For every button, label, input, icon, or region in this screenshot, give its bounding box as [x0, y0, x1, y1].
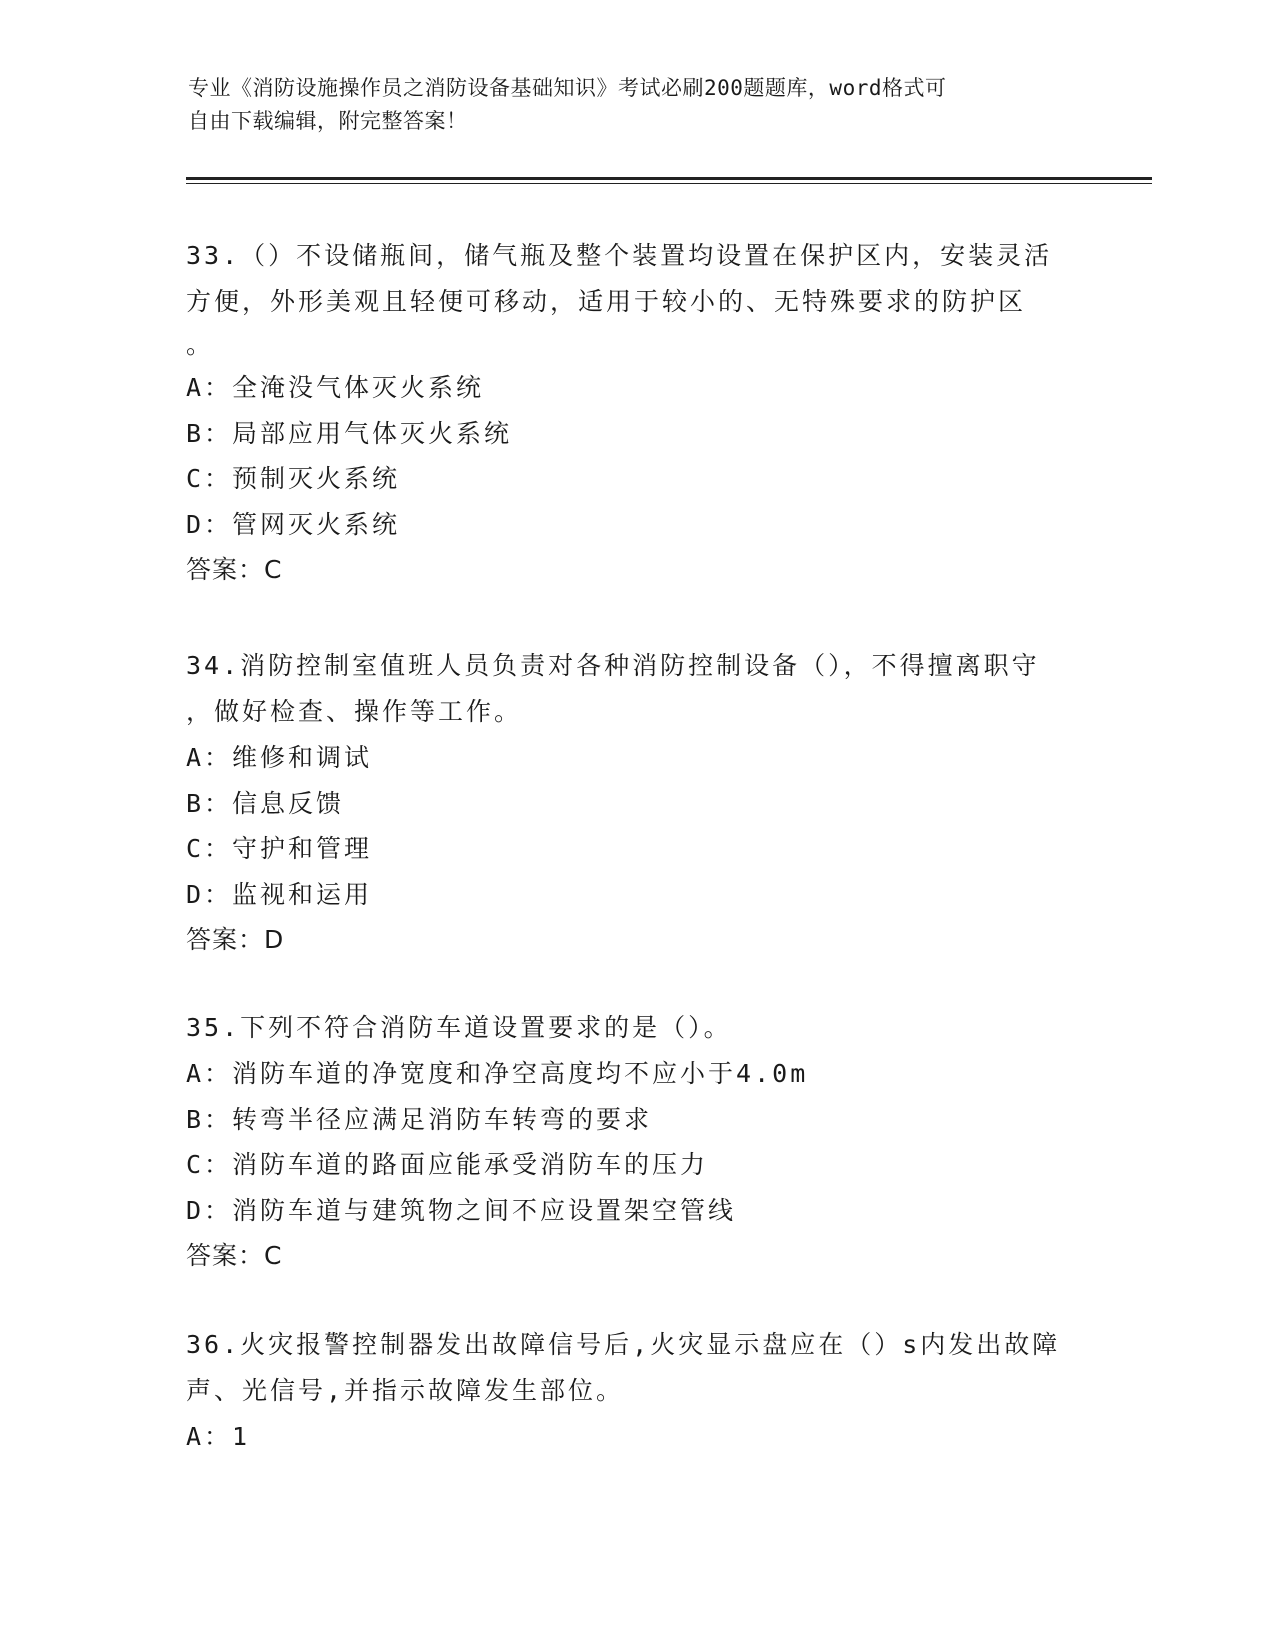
- option-a: A：维修和调试: [186, 743, 373, 772]
- answer: 答案：C: [186, 555, 283, 584]
- header-divider-thin: [186, 183, 1152, 184]
- question-stem-line: 36.火灾报警控制器发出故障信号后,火灾显示盘应在（）s内发出故障: [186, 1330, 1061, 1359]
- question-stem-line: 方便，外形美观且轻便可移动，适用于较小的、无特殊要求的防护区: [186, 287, 1027, 316]
- question-36: [186, 1322, 1086, 1460]
- option-d: D：监视和运用: [186, 879, 373, 909]
- header-line-2: 自由下载编辑，附完整答案！: [188, 109, 468, 133]
- option-b: B：信息反馈: [186, 788, 345, 818]
- header-line-1: 专业《消防设施操作员之消防设备基础知识》考试必刷200题题库，word格式可: [188, 76, 947, 100]
- question-34: [186, 643, 1086, 963]
- option-c: C：守护和管理: [186, 834, 373, 863]
- option-d: D：管网灭火系统: [186, 509, 401, 539]
- option-b: B：转弯半径应满足消防车转弯的要求: [186, 1104, 653, 1134]
- question-35: [186, 1005, 1086, 1279]
- option-b: B：局部应用气体灭火系统: [186, 418, 513, 448]
- question-33: [186, 233, 1086, 593]
- answer: 答案：D: [186, 925, 285, 954]
- option-c: C：预制灭火系统: [186, 464, 401, 493]
- document-header: [188, 72, 1068, 138]
- header-divider-thick: [186, 177, 1152, 180]
- question-stem-line: 34.消防控制室值班人员负责对各种消防控制设备（），不得擅离职守: [186, 651, 1040, 680]
- option-d: D：消防车道与建筑物之间不应设置架空管线: [186, 1195, 737, 1225]
- question-stem-line: 35.下列不符合消防车道设置要求的是（）。: [186, 1013, 732, 1042]
- option-a: A：消防车道的净宽度和净空高度均不应小于4.0m: [186, 1059, 809, 1088]
- question-stem-line: 声、光信号,并指示故障发生部位。: [186, 1376, 625, 1405]
- option-c: C：消防车道的路面应能承受消防车的压力: [186, 1150, 709, 1179]
- option-a: A：全淹没气体灭火系统: [186, 373, 485, 402]
- question-stem-line: 。: [186, 330, 215, 359]
- answer: 答案：C: [186, 1241, 283, 1270]
- question-stem-line: ，做好检查、操作等工作。: [186, 697, 523, 726]
- option-a: A：1: [186, 1422, 251, 1451]
- question-stem-line: 33.（）不设储瓶间，储气瓶及整个装置均设置在保护区内，安装灵活: [186, 241, 1053, 270]
